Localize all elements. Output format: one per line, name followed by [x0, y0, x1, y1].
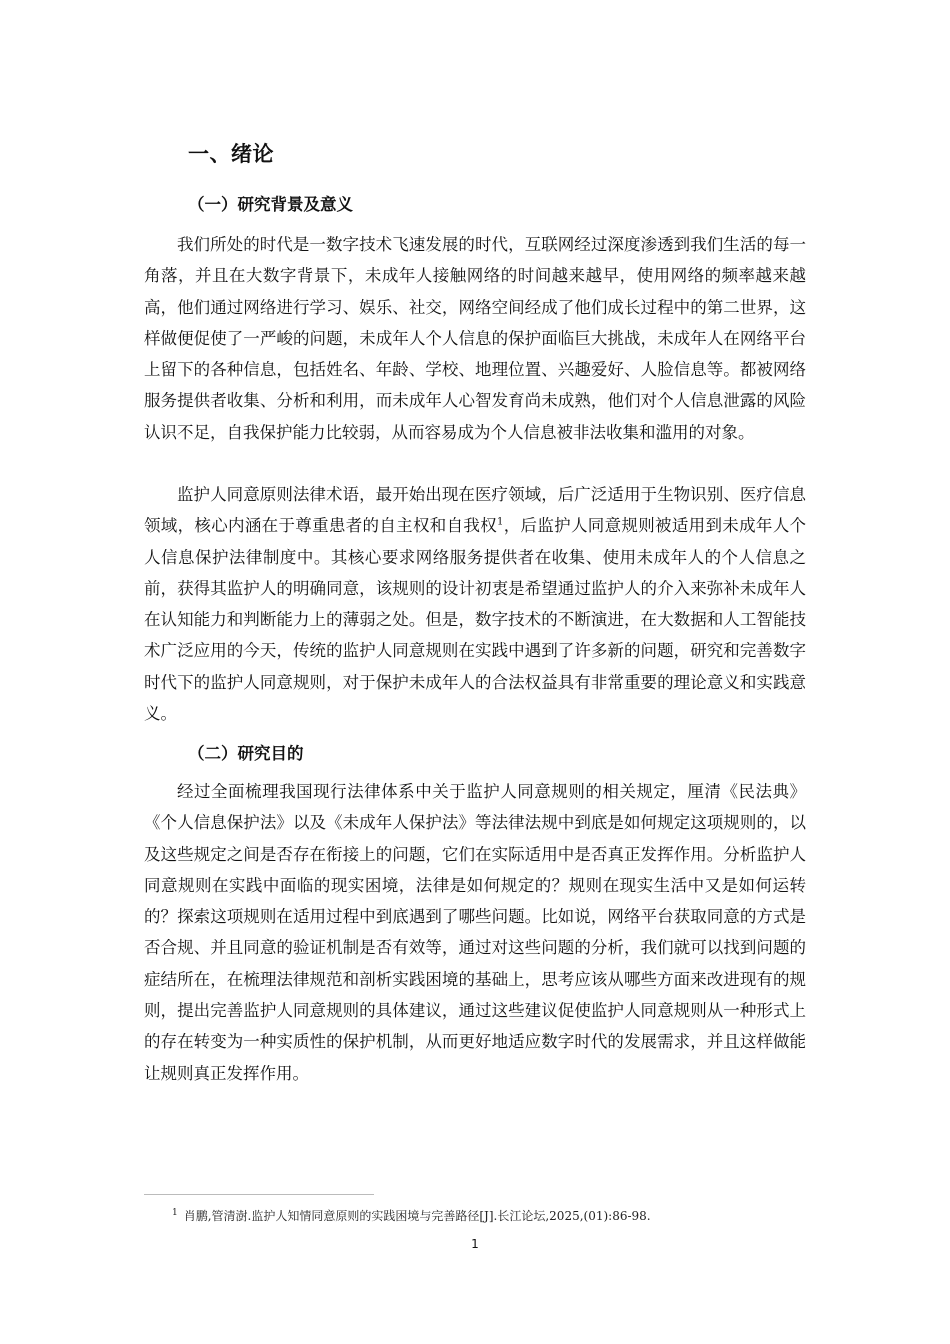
footnote-reference[interactable]: 1: [497, 516, 504, 528]
section-heading-purpose: （二）研究目的: [188, 744, 304, 763]
footnote-mark: 1: [172, 1208, 178, 1218]
paragraph-text-part2: ，后监护人同意规则被适用到未成年人个人信息保护法律制度中。其核心要求网络服务提供者在收集、使用未成年人的个人信息之前，获得其监护人的明确同意，该规则的设计初衷是希望通过监护人的介入来弥补未成年人在认知能力和判断能力上的薄弱之处。但是，数字技术的不断演进，在大数据和人工智能技术广泛应用的今天，传统的监护人同意规则在实践中遇到了许多新的问题，研究和完善数字时代下的监护人同意规则，对于保护未成年人的合法权益具有非常重要的理论意义和实践意义。: [144, 516, 807, 724]
footnote: [172, 1207, 651, 1224]
footnote-text: 肖鹏,管清澍.监护人知情同意原则的实践困境与完善路径[J].长江论坛,2025,(01):86-98.: [183, 1209, 651, 1223]
paragraph-background: 我们所处的时代是一数字技术飞速发展的时代，互联网经过深度渗透到我们生活的每一角落，并且在大数字背景下，未成年人接触网络的时间越来越早，使用网络的频率越来越高，他们通过网络进行学习、娱乐、社交，网络空间经成了他们成长过程中的第二世界，这样做便促使了一严峻的问题，未成年人个人信息的保护面临巨大挑战，未成年人在网络平台上留下的各种信息，包括姓名、年龄、学校、地理位置、兴趣爱好、人脸信息等。都被网络服务提供者收集、分析和利用，而未成年人心智发育尚未成熟，他们对个人信息泄露的风险认识不足，自我保护能力比较弱，从而容易成为个人信息被非法收集和滥用的对象。: [144, 235, 806, 442]
paragraph-text-part1: 监护人同意原则法律术语，最开始出现在医疗领域，后广泛适用于生物识别、医疗信息领域，核心内涵在于尊重患者的自主权和自我权: [144, 485, 806, 536]
section-heading-background: （一）研究背景及意义: [188, 195, 353, 214]
paragraph-guardian-consent: [144, 479, 806, 729]
paragraph-purpose: 经过全面梳理我国现行法律体系中关于监护人同意规则的相关规定，厘清《民法典》《个人信息保护法》以及《未成年人保护法》等法律法规中到底是如何规定这项规则的，以及这些规定之间是否存在衔接上的问题，它们在实际适用中是否真正发挥作用。分析监护人同意规则在实践中面临的现实困境，法律是如何规定的？规则在现实生活中又是如何运转的？探索这项规则在适用过程中到底遇到了哪些问题。比如说，网络平台获取同意的方式是否合规、并且同意的验证机制是否有效等，通过对这些问题的分析，我们就可以找到问题的症结所在，在梳理法律规范和剖析实践困境的基础上，思考应该从哪些方面来改进现有的规则，提出完善监护人同意规则的具体建议，通过这些建议促使监护人同意规则从一种形式上的存在转变为一种实质性的保护机制，从而更好地适应数字时代的发展需求，并且这样做能让规则真正发挥作用。: [144, 782, 806, 1083]
footnote-separator: [144, 1194, 374, 1195]
page-number: 1: [471, 1237, 479, 1251]
chapter-heading: 一、绪论: [188, 142, 274, 166]
